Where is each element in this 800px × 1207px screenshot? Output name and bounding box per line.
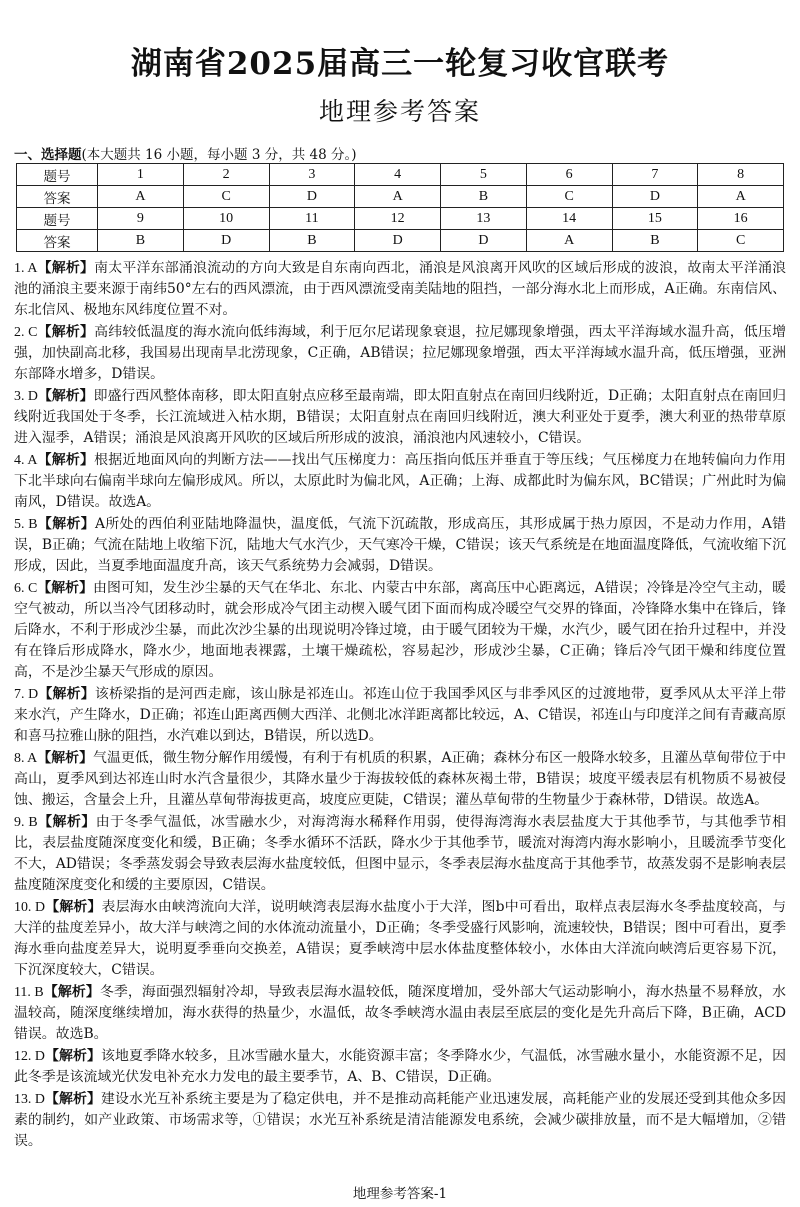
analysis-tag: 【解析】 <box>45 899 102 915</box>
explanation-item <box>14 748 786 811</box>
answer-cell: A <box>98 186 184 208</box>
answer-cell: A <box>355 186 441 208</box>
answer-row <box>17 230 784 252</box>
section-note: (本大题共 16 小题，每小题 3 分，共 48 分。) <box>81 147 357 163</box>
question-number-cell: 15 <box>612 208 698 230</box>
answer-cell: A <box>698 186 784 208</box>
explanation-item <box>14 982 786 1045</box>
question-answer-key: 13. D <box>14 1092 45 1107</box>
explanation-text: 即盛行西风整体南移，即太阳直射点应移至最南端，即太阳直射点在南回归线附近，D正确；太阳直射点在南回归线附近我国处于冬季，长江流域进入枯水期，B错误；太阳直射点在南回归线附近，澳大利亚处于夏季，澳大利亚的热带草原进入湿季，A错误；涌浪是风浪离开风吹的区域后所形成的波浪，涌浪池内风速较小，C错误。 <box>14 388 786 446</box>
explanation-text: 表层海水由峡湾流向大洋，说明峡湾表层海水盐度小于大洋，图b中可看出，取样点表层海水冬季盐度较高，与大洋的盐度差异小，故大洋与峡湾之间的水体流动流量小，D正确；冬季受盛行风影响，流速较快，B错误；图中可看出，夏季海水垂向盐度差异大，说明夏季垂向交换差，A错误；夏季峡湾中层水体盐度整体较小，水体由大洋流向峡湾后更容易下沉，下沉深度较大，C错误。 <box>14 899 786 978</box>
answer-cell: C <box>698 230 784 252</box>
analysis-tag: 【解析】 <box>43 984 100 1000</box>
question-answer-key: 12. D <box>14 1049 45 1064</box>
question-answer-key: 6. C <box>14 581 38 596</box>
exam-title: 湖南省2025届高三一轮复习收官联考 <box>130 46 670 82</box>
answer-cell: B <box>269 230 355 252</box>
row-label-answer: 答案 <box>17 230 98 252</box>
question-number-cell: 11 <box>269 208 355 230</box>
explanation-text: 冬季，海面强烈辐射冷却，导致表层海水温较低，随深度增加，受外部大气运动影响小，海水热量不易释放，水温较高，随深度继续增加，海水获得的热量少，水温低，故冬季峡湾水温由表层至底层的变化是先升高后下降，B正确，ACD错误。故选B。 <box>14 984 786 1042</box>
analysis-tag: 【解析】 <box>37 516 95 532</box>
explanation-item <box>14 322 786 385</box>
explanation-item <box>14 450 786 513</box>
explanation-list <box>14 258 786 1153</box>
section-title: 一、选择题 <box>14 147 82 163</box>
answer-cell: D <box>441 230 527 252</box>
answer-table <box>16 163 784 252</box>
question-answer-key: 4. A <box>14 453 38 468</box>
answer-cell: B <box>98 230 184 252</box>
question-number-row <box>17 208 784 230</box>
analysis-tag: 【解析】 <box>38 686 95 702</box>
explanation-item <box>14 386 786 449</box>
explanation-text: 根据近地面风向的判断方法——找出气压梯度力：高压指向低压并垂直于等压线；气压梯度力在地转偏向力作用下北半球向右偏南半球向左偏形成风。所以，太原此时为偏北风，A正确；上海、成都此时为偏东风，BC错误；广州此时为偏南风，D错误。故选A。 <box>14 452 787 510</box>
row-label-question: 题号 <box>17 164 98 186</box>
explanation-item <box>14 1046 786 1088</box>
answer-cell: D <box>355 230 441 252</box>
analysis-tag: 【解析】 <box>37 388 94 404</box>
explanation-text: 南太平洋东部涌浪流动的方向大致是自东南向西北，涌浪是风浪离开风吹的区域后形成的波浪，故南太平洋涌浪池的涌浪主要来源于南纬50°左右的西风漂流，由于西风漂流受南美陆地的阻挡，一部分海水北上而形成，A正确。东南信风、东北信风、极地东风纬度位置不对。 <box>14 260 786 318</box>
question-number-cell: 12 <box>355 208 441 230</box>
question-answer-key: 3. D <box>14 389 38 404</box>
answer-cell: D <box>612 186 698 208</box>
analysis-tag: 【解析】 <box>37 452 95 468</box>
question-number-cell: 8 <box>698 164 784 186</box>
question-number-cell: 6 <box>526 164 612 186</box>
explanation-text: 由于冬季气温低，冰雪融水少，对海湾海水稀释作用弱，使得海湾海水表层盐度大于其他季节，与其他季节相比，表层盐度随深度变化和缓，B正确；冬季水循环不活跃，降水少于其他季节，暖流对海湾内海水影响小，且暖流季节变化不大，AD错误；冬季蒸发弱会导致表层海水盐度较低，但图中显示，冬季表层海水盐度高于其他季节，故蒸发弱不是影响表层盐度随深度变化和缓的主要原因，C错误。 <box>14 814 786 893</box>
answer-cell: D <box>183 230 269 252</box>
answer-cell: A <box>526 230 612 252</box>
answer-cell: D <box>269 186 355 208</box>
question-number-cell: 3 <box>269 164 355 186</box>
analysis-tag: 【解析】 <box>37 580 94 596</box>
row-label-answer: 答案 <box>17 186 98 208</box>
question-answer-key: 10. D <box>14 900 46 915</box>
question-number-cell: 7 <box>612 164 698 186</box>
explanation-text: 气温更低，微生物分解作用缓慢，有利于有机质的积累，A正确；森林分布区一般降水较多，且灌丛草甸带位于中高山，夏季风到达祁连山时水汽含量很少，其降水量少于海拔较低的森林灰褐土带，B错误；坡度平缓表层有机物质不易被侵蚀、搬运，含量会上升，且灌丛草甸带海拔更高，坡度应更陡，C错误；灌丛草甸带的生物量少于森林带，D错误。故选A。 <box>14 750 786 808</box>
answer-cell: C <box>183 186 269 208</box>
analysis-tag: 【解析】 <box>37 814 96 830</box>
document-subtitle: 地理参考答案 <box>318 97 481 126</box>
question-number-cell: 14 <box>526 208 612 230</box>
question-answer-key: 1. A <box>14 261 38 276</box>
explanation-item <box>14 514 786 577</box>
analysis-tag: 【解析】 <box>44 1048 101 1064</box>
question-number-cell: 13 <box>441 208 527 230</box>
page-footer: 地理参考答案-1 <box>352 1186 448 1202</box>
question-answer-key: 2. C <box>14 325 38 340</box>
question-answer-key: 5. B <box>14 517 38 532</box>
analysis-tag: 【解析】 <box>44 1091 101 1107</box>
section-heading <box>14 143 356 163</box>
explanation-text: 由图可知，发生沙尘暴的天气在华北、东北、内蒙古中东部，离高压中心距离远，A错误；冷锋是冷空气主动，暖空气被动，所以当冷气团移动时，就会形成冷气团主动楔入暖气团下面而构成冷暖空气交界的锋面，冷锋降水集中在锋后，锋后降水，不利于形成沙尘暴，而此次沙尘暴的出现说明冷锋过境，由于暖气团较为干燥，水汽少，暖气团在抬升过程中，并没有在锋后形成降水，降水少，地面地表裸露，土壤干燥疏松，容易起沙，形成沙尘暴，C正确；锋后冷气团干燥和纬度位置高，不是沙尘暴天气形成的原因。 <box>14 580 786 680</box>
explanation-item <box>14 258 786 321</box>
explanation-text: 高纬较低温度的海水流向低纬海域，利于厄尔尼诺现象衰退，拉尼娜现象增强，西太平洋海域水温升高，低压增强，加快副高北移，我国易出现南旱北涝现象，C正确，AB错误；拉尼娜现象增强，西太平洋海域水温升高，低压增强，亚洲东部降水增多，D错误。 <box>14 324 786 382</box>
explanation-item <box>14 1089 786 1152</box>
question-answer-key: 9. B <box>14 815 38 830</box>
explanation-item <box>14 812 786 896</box>
question-answer-key: 11. B <box>14 985 44 1000</box>
question-number-cell: 2 <box>183 164 269 186</box>
analysis-tag: 【解析】 <box>37 260 95 276</box>
analysis-tag: 【解析】 <box>37 750 94 766</box>
question-number-cell: 1 <box>98 164 184 186</box>
explanation-text: 该地夏季降水较多，且冰雪融水量大，水能资源丰富；冬季降水少，气温低，冰雪融水量小，水能资源不足，因此冬季是该流域光伏发电补充水力发电的最主要季节，A、B、C错误，D正确。 <box>14 1048 786 1085</box>
answer-cell: B <box>441 186 527 208</box>
explanation-item <box>14 897 786 981</box>
question-number-cell: 16 <box>698 208 784 230</box>
explanation-text: A所处的西伯利亚陆地降温快，温度低，气流下沉疏散，形成高压，其形成属于热力原因，不是动力作用，A错误，B正确；气流在陆地上收缩下沉，陆地大气水汽少，天气寒冷干燥，C错误；该天气系统是在地面温度降低，气流收缩下沉形成，因此，当夏季地面温度升高，该天气系统势力会减弱，D错误。 <box>14 516 786 574</box>
explanation-text: 该桥梁指的是河西走廊，该山脉是祁连山。祁连山位于我国季风区与非季风区的过渡地带，夏季风从太平洋上带来水汽，产生降水，D正确；祁连山距离西侧大西洋、北侧北冰洋距离都比较远，A、C错误，祁连山与印度洋之间有青藏高原和喜马拉雅山脉的阻挡，水汽难以到达，B错误，所以选D。 <box>14 686 786 744</box>
answer-row <box>17 186 784 208</box>
answer-cell: B <box>612 230 698 252</box>
question-number-row <box>17 164 784 186</box>
row-label-question: 题号 <box>17 208 98 230</box>
answer-cell: C <box>526 186 612 208</box>
question-answer-key: 7. D <box>14 687 39 702</box>
explanation-item <box>14 684 786 747</box>
analysis-tag: 【解析】 <box>37 324 95 340</box>
question-answer-key: 8. A <box>14 751 38 766</box>
question-number-cell: 4 <box>355 164 441 186</box>
question-number-cell: 9 <box>98 208 184 230</box>
explanation-text: 建设水光互补系统主要是为了稳定供电，并不是推动高耗能产业迅速发展，高耗能产业的发展还受到其他众多因素的制约，如产业政策、市场需求等，①错误；水光互补系统是清洁能源发电系统，会减少碳排放量，而不是大幅增加，②错误。 <box>14 1091 786 1149</box>
question-number-cell: 10 <box>183 208 269 230</box>
explanation-item <box>14 578 786 683</box>
question-number-cell: 5 <box>441 164 527 186</box>
